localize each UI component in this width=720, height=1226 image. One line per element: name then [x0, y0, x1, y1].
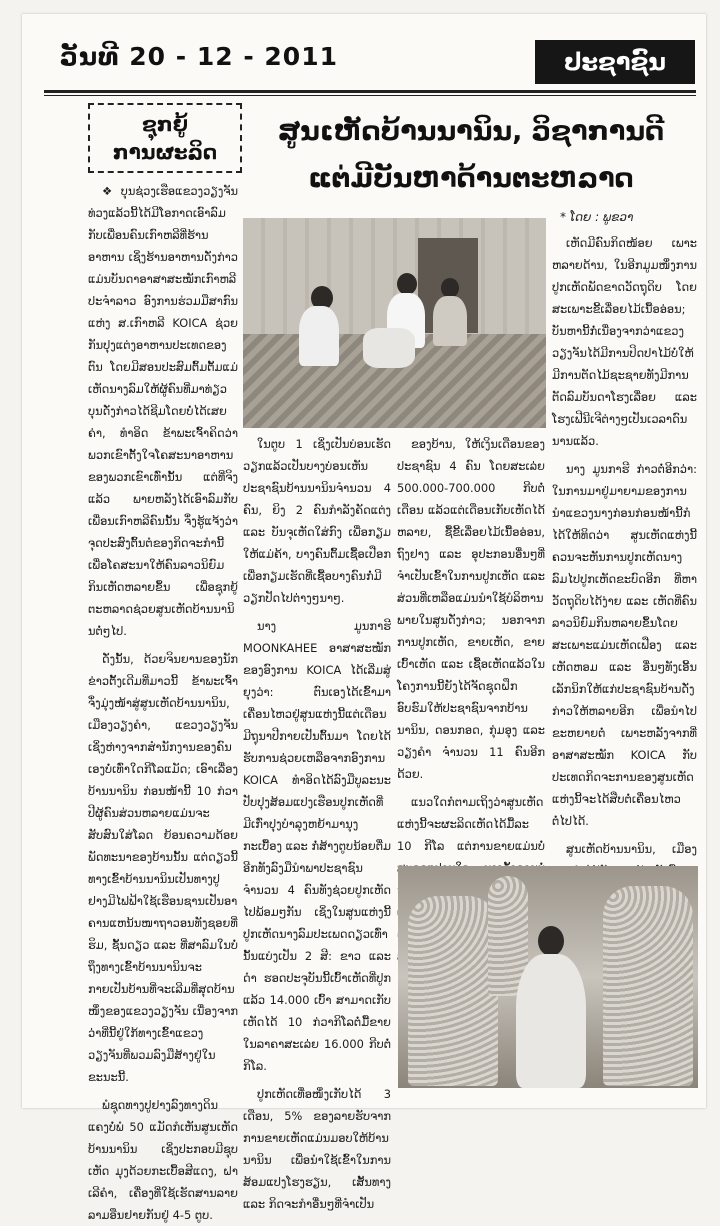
paragraph: ປູກເຫັດເທື່ອໜຶ່ງເກັບໄດ້ 3 ເດືອນ, 5% ຂອງລາຍຮັບຈາກການຂາຍເຫັດແມ່ນມອບໃຫ້ບ້ານນານິນ ເພື່ອນຳໃຊ້ເຂົ້າໃນການສ້ອມແປງໂຮງຮຽນ, ເສັ້ນທາງ ແລະ ກິດຈະກຳອື່ນໆທີ່ຈຳເປັນ	[243, 1087, 391, 1211]
issue-date: ວັນທີ 20 - 12 - 2011	[60, 42, 338, 71]
headline-line1: ສູນເຫັດບ້ານນານິນ, ວິຊາການດີ	[277, 116, 665, 147]
paragraph: ແນວໃດກໍຕາມເຖິງວ່າສູນເຫັດແຫ່ງນີ້ຈະຜະລິດເຫັດໄດ້ມື້ລະ 10 ກີໂລ ແຕ່ການຂາຍແມ່ນບໍ່	[397, 795, 545, 853]
paragraph: ສູນເຫັດບ້ານນານິນ, ເມືອງ	[566, 842, 697, 856]
headline-line2: ແຕ່ມີບັນຫາດ້ານຕະຫລາດ	[308, 163, 634, 194]
paragraph: ພໍຊຸດທາງປູຢາງລົງທາງດິນແຄງບໍ່ພໍ 50 ແມັດກໍເຫັນສູນເຫັດບ້ານນານິນ ເຊິ່ງປະກອບມີຊຸບເຫັດ ມຸງດ້ວຍກະເບື້ອສີແດງ, ຝາເລີຄຳ, ເຄື່ອງທີ່ໃຊ້ເຮັດສານລາຍລາມອືນຢາຍກັນຢູ່ 4-5 ຕູບ.	[88, 1098, 238, 1222]
paragraph: ດັ່ງນັ້ນ, ດ້ວຍຈິນຍານຂອງນັກຂ່າວຕັ້ງເດີມທີ່ມາວນີ້ ຂ້າພະເຈົ້າ ຈຶ່ງມຸ່ງໜ້າສູ່ສູນເຫັດບ້ານນານິນ, ເມືອງວຽງຄຳ, ແຂວງວຽງຈັນ ເຊິ່ງຫ່າງຈາກສຳນັກງານຂອງຄົນເອງບໍ່ເທົ່າໃດກີໂລແມັດ; ເອົາເລື່ອງບ້ານນານິນ ກ່ອນໜ້ານີ້ 10 ກ່ວາປີຜູ້ຄົນສ່ວນຫລາຍແມ່ນຈະສັບສົນໃສ່ໂລດ ຍ້ອນຄວາມດ້ອຍພັດທະນາຂອງບ້ານນັ້ນ ແຕ່ດຽວນີ້ທາງເຂົ້າບ້ານນານິນເປັນທາງປູຢາງມີໄຟຟ້າໃຊ້ເຮືອນຊານເປັນອາຄານແຫນ້ນໜາຖາວອນທັງຊອຍທີ່ຮິມ, ຊັ້ນດຽວ ແລະ ທີ່ສາລົມໃນບໍ່ຖຶງທາງເຂົ້າບ້ານນານິນຈະກາຍເປັນບ້ານທີ່ຈະເລີມທີ່ສຸດບ້ານໜຶ່ງຂອງແຂວງວຽງຈັນ ເນື່ອງຈາກວ່າທີ່ນີ້ຢູ່ໃກ້ທາງເຂົ້າແຂວງວຽງຈັນທີ່ພວມລົງມືສ້າງຢູ່ໃນຂະນະນີ້.	[88, 652, 238, 1084]
woman-with-mushroom-bags-photo	[398, 866, 698, 1088]
article-byline: * ໂດຍ : ພູຂວາ	[560, 210, 634, 224]
mushroom-workers-photo	[243, 218, 546, 428]
header-rule	[44, 90, 696, 93]
article-headline	[246, 108, 696, 202]
section-label-line2: ການຜະລິດ	[112, 140, 218, 164]
section-label-line1: ຊຸກຍູ້	[142, 112, 188, 136]
article-column-4	[552, 232, 697, 867]
section-label-box	[88, 103, 242, 173]
paragraph: ❖ ບຸນຊ່ວງເຮືອແຂວງວຽງຈັນ ທ່ວງແລ້ວນີ້ໄດ້ມີໂອກາດເອົາລົມກັບເພື່ອນຄົນເກົາຫລີທີ່ຮ້ານອາຫານ ເຊິ່ງຮ້ານອາຫານດັ່ງກ່າວແມ່ນບັນດາອາສາສະໝັກເກົາຫລີ ປະຈຳລາວ ອົງການຮ່ວມມືສາກົນ ແຫ່ງ ສ.ເກົາຫລີ KOICA ຊ່ວຍກັນປຸງແຕ່ງອາຫານປະເທດຂອງຕົນ ໂດຍມີສອນປະສົມຕົ້ມຕັ້ມແມ່ເຫັດນາງລົມໃຫ້ຜູ້ຄົນທີ່ມາທ່ຽວບຸນດັ່ງກ່າວໄດ້ຊີມໂດຍບໍ່ໄດ້ເສຍຄ່າ, ທຳອິດ ຂ້າພະເຈົ້າຄິດວ່າພວກເຂົາຕັ້ງໃຈໂຄສະນາອາຫານຂອງພວກເຂົາເທົ່ານັ້ນ ແຕ່ທີ່ຈິງແລ້ວ ພາຍຫລັງໄດ້ເອົາລົມກັບເພື່ອນເກົາຫລີຄົນນັ້ນ ຈຶ່ງຮູ້ແຈ້ງວ່າຈຸດປະສົງຕົ້ນຕໍຂອງກິດຈະກຳນີ້ ເພື່ອໂຄສະນາໃຫ້ຄົນລາວນິຍົມກິນເຫັດຫລາຍຂຶ້ນ ເພື່ອຊຸກຍູ້ຕະຫລາດຊ່ວຍສູນເຫັດບ້ານນານິນຕໍ່ໆໄປ.	[88, 184, 238, 638]
paragraph: ໃນຕູບ 1 ເຊິ່ງເປັນບ່ອນເຮັດວຽກແລ້ວເປັນບາງບ່ອນເຫັນປະຊາຊົນບ້ານນານິນຈຳນວນ 4 ຄົນ, ຍິງ 2 ຄົນກຳລັງຄັດແຕ່ງ ແລະ ບັນຈຸເຫັດໃສ່ກົງ ເພື່ອກຽມໃຫ້ແມ່ຄ້າ, ບາງຄົນຕົ້ມເຊື້ອເປືອກ ເພື່ອກຽມເຮັດທີ່ເຊື້ອບາງຄົນກໍ່ມີວຽກປັດໄປຕ່າງໆນາໆ.	[243, 437, 391, 605]
header-rule-thin	[44, 95, 696, 96]
paragraph: ຂອງບ້ານ, ໃຫ້ເງິນເດືອນຂອງປະຊາຊົນ 4 ຄົນ ໂດຍສະເລ່ຍ 500.000-700.000 ກີບຕໍ່ເດືອນ ແລ້ວແຕ່ເດືອນເກັບເຫັດໄດ້ຫລາຍ, ຊື້ຂີ້ເລື່ອຍໄມ້ເນື້ອອ່ອນ, ຖົງຢາງ ແລະ ອຸປະກອນອື່ນໆທີ່ຈຳເປັນເຂົ້າໃນການປູກເຫັດ ແລະ ສ່ວນທີ່ເຫລືອແມ່ນນຳໃຊ້ບໍລິຫານພາຍໃນສູນດັ່ງກ່າວ; ນອກຈາກການປູກເຫັດ, ຂາຍເຫັດ, ຂາຍເບົ້າເຫັດ ແລະ ເຊື້ອເຫັດແລ້ວໃນໂຄງການນີ້ຍັງໄດ້ຈັດຊຸດຝຶກອົບຮົມໃຫ້ປະຊາຊົນຈາກບ້ານນານິນ, ດອນກອດ, ກຸ່ມອຸງ ແລະ ວຽງຄຳ ຈຳນວນ 11 ຄົນອີກດ້ວຍ.	[397, 437, 545, 781]
article-column-1	[88, 180, 238, 1222]
paragraph: ເຫັດມີຄົນກິດໜ້ອຍ ເພາະຫລາຍດ້ານ, ໃນອີກມູມໜຶ່ງການປູກເຫັດພັດຂາດວັດຖຸດິບ ໂດຍສະເພາະຂີ້ເລື່ອຍໄມ້ເນື້ອອ່ອນ; ບັນຫານີ້ກໍ່ເນື່ອງຈາກວ່າແຂວງວຽງຈັນໄດ້ມີການປິດປາໄມ້ບໍ່ໃຫ້ມີການຕັດໄມ້ຊະຊາຍທັງມີການຕັດລົມບັນດາໂຮງເລື່ອຍ ແລະ ໂຮງເຟີນີເຈີຕ່າງໆເປັນເວລາດົນນານແລ້ວ.	[552, 236, 697, 448]
paragraph: ນາງ ມູນກາຮີ ກ່າວຕໍ່ອີກວ່າ: ໃນການມາຢູ່ມາຍາມຂອງການນຳແຂວງນາງກ່ອນກ່ອນໜ້ານີ້ກໍໄດ້ໃຫ້ທິດວ່າ ສູນເຫັດແຫ່ງນີ້ຄວນຈະຫັນການປູກເຫັດນາງລົມໄປປູກເຫັດຂະບົດອີກ ທີ່ຫາວັດຖຸດິບໄດ້ງ່າຍ ແລະ ເຫັດທີ່ຄົນລາວນິຍົມກິນຫລາຍຂຶ້ນໂດຍສະເພາະແມ່ນເຫັດເຟືອງ ແລະ ເຫັດຫອມ ແລະ ອື່ນໆທັງເອີ້ນເລັກນິກໃຫ້ແກ່ປະຊາຊົນບ້ານດັ່ງກ່າວໃຫ້ຫລາຍອີກ ເພື່ອນຳໄປຂະຫຍາຍຕໍ່ ເພາະຫລັງຈາກທີ່ອາສາສະໝັກ KOICA ກັບປະເທດກິດຈະການຂອງສູນເຫັດແຫ່ງນີ້ຈະໄດ້ສືບຕໍ່ເຄື່ອນໄຫວຕໍ່ໄປໄດ້.	[552, 462, 697, 828]
article-column-2	[243, 433, 391, 1211]
newspaper-masthead: ປະຊາຊົນ	[535, 40, 695, 84]
paragraph: ນາງ ມູນກາຮີ MOONKAHEE ອາສາສະໝັກຂອງອົງການ KOICA ໄດ້ເລີ່ມສູ່ຍຸງວ່າ: ຕົນເອງໄດ້ເຂົ້າມາເຄື່ອນໄຫວຢູ່ສູນແຫ່ງນີ້ແຕ່ເດືອນມີຖຸນາປີກາຍເປັນຕົ້ນມາ ໂດຍໄດ້ຮັບການຊ່ວຍເຫລືອຈາກອົງການ KOICA ທຳອິດໄດ້ລົງມືບູລະນະປັບປຸງສ້ອມແປງເຮືອນປູກເຫັດທີ່ມີເກົ່າປຸງບຳລຸງຫຍ້າມານຸງກະເບື້ອງ ແລະ ກໍ່ສ້າງຕູບນ້ອຍຕື່ມອີກທັງລົງມືນຳພາປະຊາຊົນຈຳນວນ 4 ຄົນທັງຊ່ວຍປູກເຫັດໄປພ້ອມໆກັນ ເຊິ່ງໃນສູນແຫ່ງນີ້ປູກເຫັດນາງລົມປະເພດດຽວເທົ່ານັ້ນແບ່ງເປັນ 2 ສີ: ຂາວ ແລະ ດຳ ຮອດປະຈຸບັນນີ້ເບົ້າເຫັດທີ່ປູກແລ້ວ 14.000 ເບົ້າ ສາມາດເກັບເຫັດໄດ້ 10 ກ່ວາກິໂລຕໍ່ມື້ຂາຍໃນລາຄາສະເລ່ຍ 16.000 ກີບຕໍ່ກິໂລ.	[243, 619, 391, 1073]
article-column-3	[397, 433, 545, 863]
